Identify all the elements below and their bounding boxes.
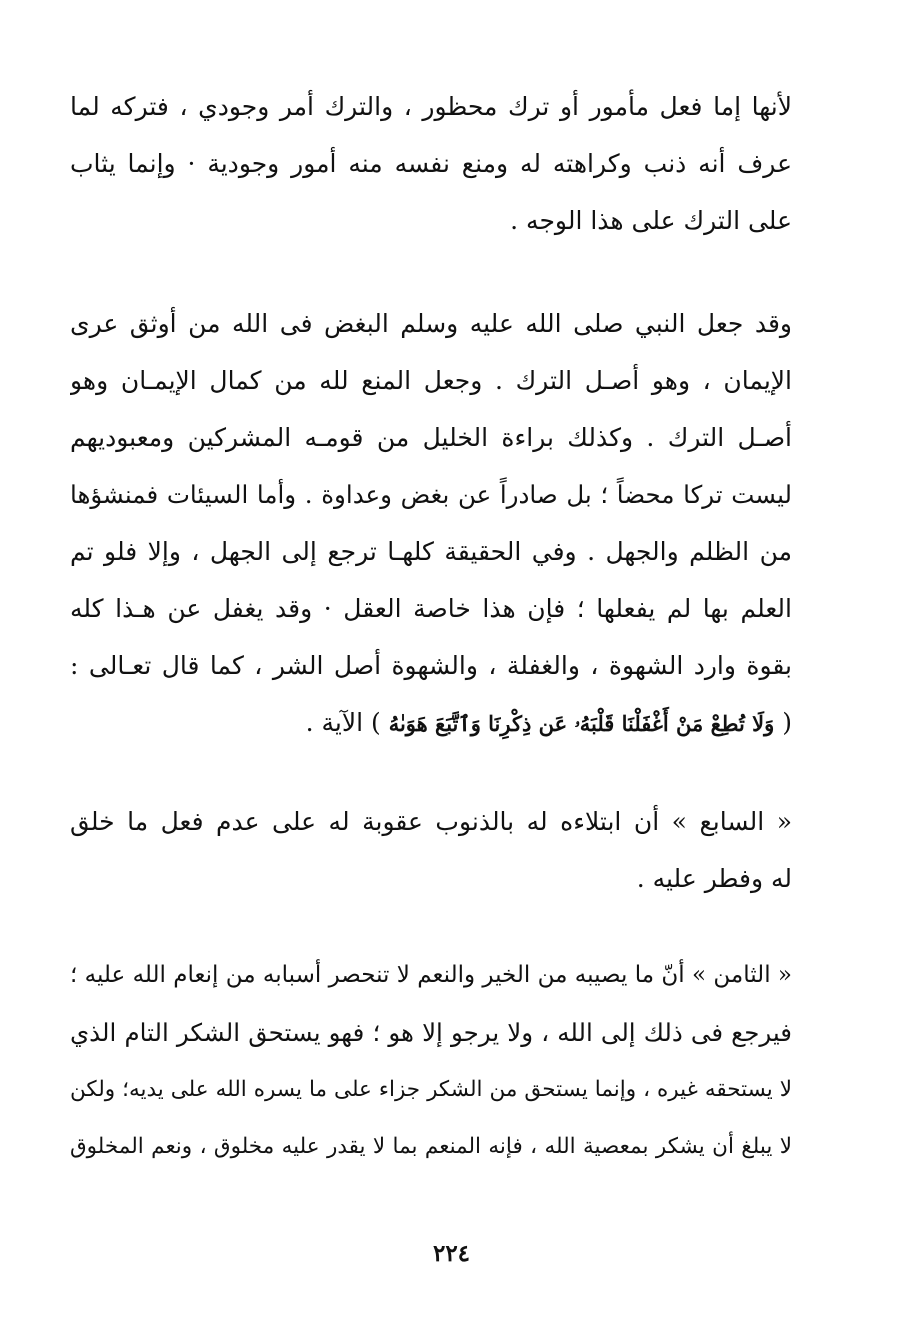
page-number: ٢٢٤	[432, 1240, 471, 1267]
text-line: الإيمان ، وهو أصـل الترك . وجعل المنع لله من كمال الإيمـان وهو	[70, 366, 792, 395]
text-line: لا يستحقه غيره ، وإنما يستحق من الشكر جزاء على ما يسره الله على يديه؛ ولكن	[70, 1077, 792, 1102]
text-line: بقوة وارد الشهوة ، والغفلة ، والشهوة أصل الشر ، كما قال تعـالى :	[70, 651, 792, 680]
text-line: ليست تركا محضاً ؛ بل صادراً عن بغض وعداوة . وأما السيئات فمنشؤها	[70, 480, 792, 509]
quran-close-bracket: )	[370, 708, 381, 737]
page-body	[70, 78, 792, 1175]
text-line: عرف أنه ذنب وكراهته له ومنع نفسه منه أمور وجودية · وإنما يثاب	[70, 149, 792, 178]
text-line: لا يبلغ أن يشكر بمعصية الله ، فإنه المنعم بما لا يقدر عليه مخلوق ، ونعم المخلوق	[70, 1134, 792, 1159]
text-line: على الترك على هذا الوجه .	[510, 206, 792, 235]
paragraph-2	[70, 295, 792, 751]
text-line: لأنها إما فعل مأمور أو ترك محظور ، والترك أمر وجودي ، فتركه لما	[70, 92, 792, 121]
quran-verse: وَلَا تُطِعْ مَنْ أَغْفَلْنَا قَلْبَهُۥ عَن ذِكْرِنَا وَٱتَّبَعَ هَوَىٰهُ	[388, 711, 775, 736]
text-line: أصـل الترك . وكذلك براءة الخليل من قومـه المشركين ومعبوديهم	[70, 423, 792, 452]
quran-verse-line	[70, 694, 792, 751]
text-line: « السابع » أن ابتلاءه له بالذنوب عقوبة له على عدم فعل ما خلق	[70, 807, 792, 836]
paragraph-spacer	[70, 249, 792, 295]
quran-open-bracket: (	[782, 708, 792, 737]
text-line: له وفطر عليه .	[636, 864, 792, 893]
text-line: وقد جعل النبي صلى الله عليه وسلم البغض فى الله من أوثق عرى	[70, 309, 792, 338]
paragraph-1	[70, 78, 792, 249]
paragraph-spacer	[70, 907, 792, 947]
paragraph-3	[70, 793, 792, 907]
text-line: فيرجع فى ذلك إلى الله ، ولا يرجو إلا هو ؛ فهو يستحق الشكر التام الذي	[70, 1018, 792, 1047]
verse-suffix: الآية .	[305, 708, 364, 737]
text-line: من الظلم والجهل . وفي الحقيقة كلهـا ترجع إلى الجهل ، وإلا فلو تم	[70, 537, 792, 566]
paragraph-spacer	[70, 751, 792, 793]
text-line: العلم بها لم يفعلها ؛ فإن هذا خاصة العقل · وقد يغفل عن هـذا كله	[70, 594, 792, 623]
paragraph-4	[70, 947, 792, 1175]
text-line: « الثامن » أنّ ما يصيبه من الخير والنعم لا تنحصر أسبابه من إنعام الله عليه ؛	[70, 962, 792, 988]
